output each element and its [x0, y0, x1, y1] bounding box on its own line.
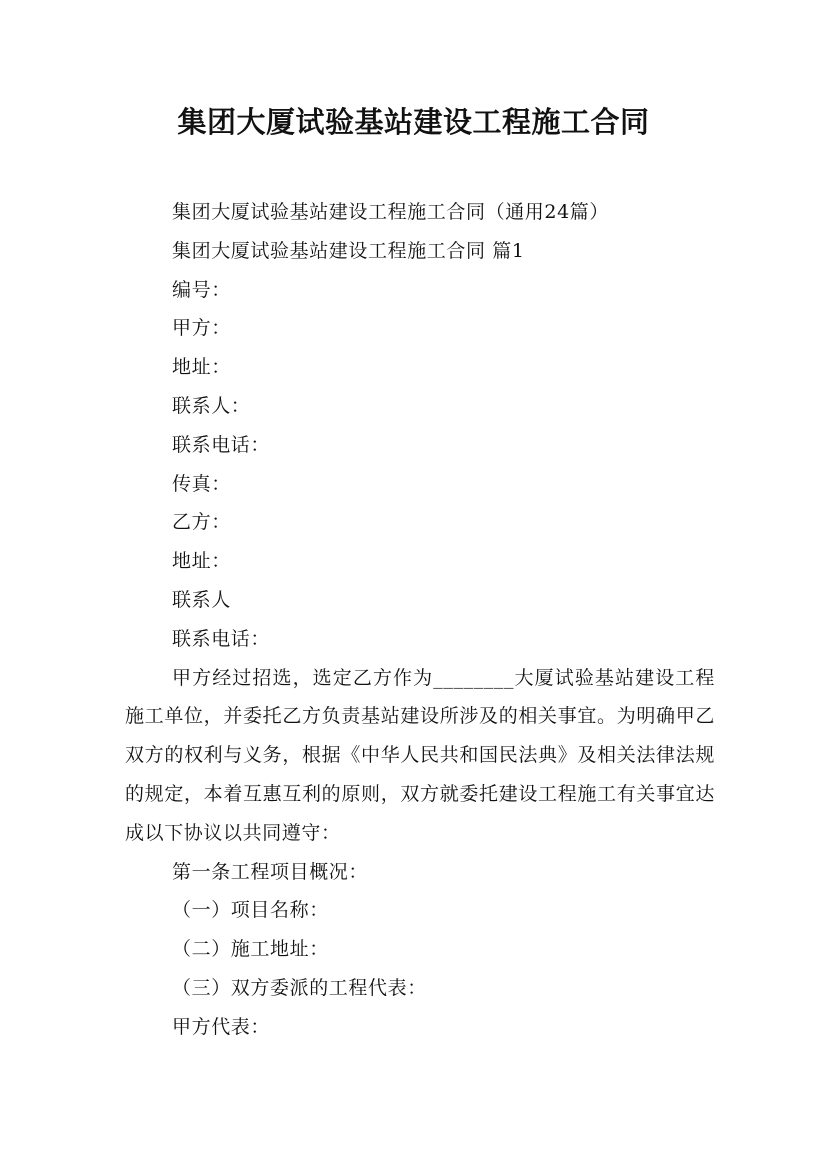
section-heading: 集团大厦试验基站建设工程施工合同 篇1 [172, 239, 525, 262]
field-party-a-address: 地址： [172, 356, 231, 379]
document-body [125, 193, 715, 1047]
field-party-a-representative: 甲方代表： [172, 1015, 271, 1038]
subtitle-line: 集团大厦试验基站建设工程施工合同（通用24篇） [172, 201, 609, 223]
field-party-a: 甲方： [172, 317, 231, 340]
field-party-b: 乙方： [172, 511, 231, 534]
field-fax: 传真： [172, 472, 231, 495]
field-number: 编号： [172, 278, 231, 301]
item-representatives: （三）双方委派的工程代表： [172, 976, 427, 999]
item-construction-address: （二）施工地址： [172, 938, 329, 961]
document-title: 集团大厦试验基站建设工程施工合同 [177, 105, 650, 139]
field-party-a-phone: 联系电话： [172, 433, 271, 456]
item-project-name: （一）项目名称： [172, 899, 329, 922]
agreement-paragraph: 甲方经过招选，选定乙方作为________大厦试验基站建设工程施工单位，并委托乙方负责基站建设所涉及的相关事宜。为明确甲乙双方的权利与义务，根据《中华人民共和国民法典》及相关法律法规的规定，本着互惠互利的原则，双方就委托建设工程施工有关事宜达成以下协议以共同遵守： [125, 666, 715, 844]
field-party-a-contact: 联系人： [172, 394, 251, 417]
field-party-b-address: 地址： [172, 550, 231, 573]
article-heading: 第一条工程项目概况： [172, 860, 369, 883]
field-party-b-contact: 联系人 [172, 588, 231, 611]
field-party-b-phone: 联系电话： [172, 627, 271, 650]
